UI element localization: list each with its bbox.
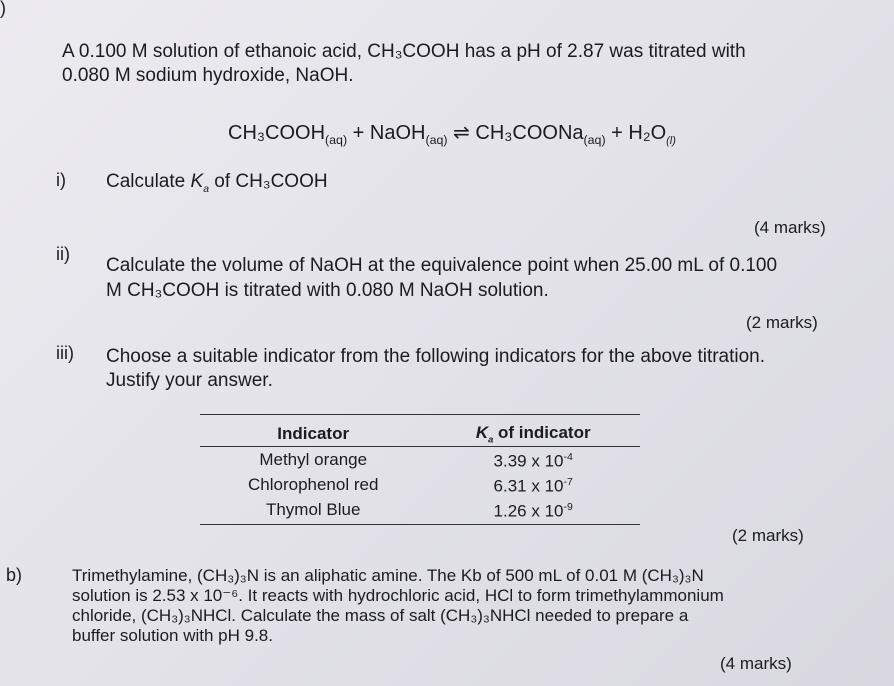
question-i-text <box>106 170 328 201</box>
plus-sign-2: + <box>605 122 629 144</box>
table-row <box>200 497 640 525</box>
table-header-row <box>200 415 640 447</box>
state-aq-2: (aq) <box>425 133 448 147</box>
state-l: (l) <box>666 135 676 147</box>
question-iii-marks: (2 marks) <box>732 526 804 545</box>
question-ii-line1: Calculate the volume of NaOH at the equivalence point when 25.00 mL of 0.100 <box>106 255 778 276</box>
plus-sign-1: + <box>347 122 370 144</box>
part-b-label: b) <box>6 565 23 585</box>
reactant-acid: CH₃COOH <box>228 122 326 144</box>
table-row <box>200 447 640 472</box>
reactant-base: NaOH <box>369 122 426 144</box>
reaction-equation <box>228 120 676 147</box>
question-ii-line2: M CH₃COOH is titrated with 0.080 M NaOH solution. <box>106 280 549 301</box>
question-iii-line2: Justify your answer. <box>106 370 273 391</box>
ka-exponent: -9 <box>563 500 573 513</box>
question-iii-line1: Choose a suitable indicator from the following indicators for the above titration. <box>106 346 766 367</box>
ka-subscript: a <box>203 183 209 195</box>
table-row <box>200 472 640 497</box>
ka-symbol: K <box>190 171 204 192</box>
intro-text-line2: 0.080 M sodium hydroxide, NaOH. <box>62 65 354 86</box>
header-ka-of-indicator <box>426 415 640 447</box>
header-k-subscript: a <box>488 434 494 445</box>
part-b-question <box>72 566 884 646</box>
question-i-marks: (4 marks) <box>754 218 826 237</box>
question-i-text-post: of CH₃COOH <box>209 171 328 192</box>
ka-base: 3.39 x 10 <box>493 452 564 472</box>
indicator-ka <box>426 472 640 497</box>
indicator-ka <box>426 497 640 525</box>
product-salt: CH₃COONa <box>475 122 584 144</box>
equilibrium-arrow: ⇌ <box>447 122 476 144</box>
header-indicator: Indicator <box>200 415 426 447</box>
ka-base: 6.31 x 10 <box>493 476 564 496</box>
part-b-line4: buffer solution with pH 9.8. <box>72 626 273 645</box>
question-i-number: i) <box>56 170 66 190</box>
state-aq-1: (aq) <box>325 133 348 147</box>
indicator-name: Chlorophenol red <box>247 474 379 494</box>
question-ii-marks: (2 marks) <box>746 313 818 332</box>
header-k-symbol: K <box>475 423 489 442</box>
ka-exponent: -7 <box>563 476 573 489</box>
part-b-line1: Trimethylamine, (CH₃)₃N is an aliphatic amine. The Kb of 500 mL of 0.01 M (CH₃)₃N <box>72 566 704 585</box>
part-b-line3: chloride, (CH₃)₃NHCl. Calculate the mass of salt (CH₃)₃NHCl needed to prepare a <box>72 606 689 625</box>
bracket-fragment: ) <box>0 0 6 18</box>
indicator-name: Methyl orange <box>259 450 368 470</box>
ka-exponent: -4 <box>563 451 573 464</box>
indicator-ka <box>426 447 640 472</box>
ka-base: 1.26 x 10 <box>493 501 564 521</box>
part-b-line2: solution is 2.53 x 10⁻⁶. It reacts with hydrochloric acid, HCl to form trimethylammonium <box>72 586 724 605</box>
product-water: H₂O <box>628 122 667 144</box>
intro-text-line1: A 0.100 M solution of ethanoic acid, CH₃COOH has a pH of 2.87 was titrated with <box>62 41 746 62</box>
question-ii-number: ii) <box>56 244 70 264</box>
part-b-marks: (4 marks) <box>720 654 792 673</box>
state-aq-3: (aq) <box>583 133 606 147</box>
question-iii-number: iii) <box>56 343 74 363</box>
header-k-post: of indicator <box>493 423 591 442</box>
question-i-text-pre: Calculate <box>106 171 191 192</box>
indicator-name: Thymol Blue <box>200 497 426 525</box>
indicator-table <box>200 414 640 525</box>
